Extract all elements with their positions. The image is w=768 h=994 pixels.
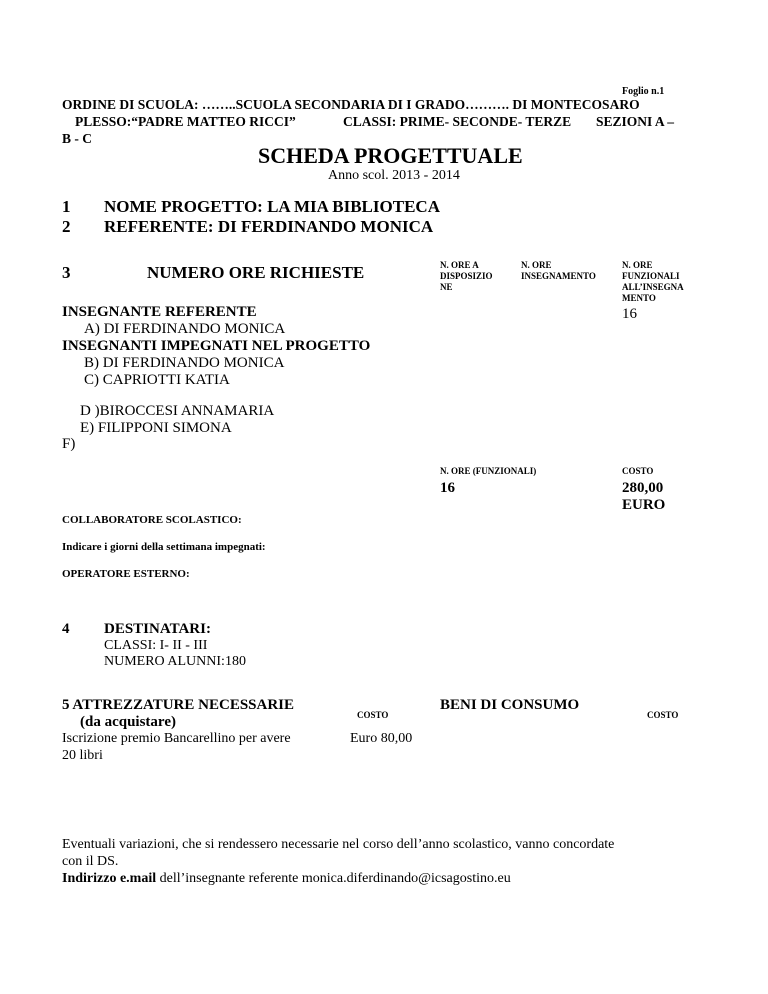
school-year: Anno scol. 2013 - 2014 — [328, 168, 460, 183]
section-4-number: 4 — [62, 621, 70, 637]
project-name: NOME PROGETTO: LA MIA BIBLIOTECA — [104, 197, 440, 216]
collaboratore-label: COLLABORATORE SCOLASTICO: — [62, 514, 242, 526]
attrezzatura-item-line-1: Iscrizione premio Bancarellino per avere — [62, 731, 291, 746]
footer-email — [62, 871, 511, 887]
section-5-subtitle: (da acquistare) — [80, 714, 176, 730]
giorni-label: Indicare i giorni della settimana impegnati: — [62, 541, 266, 553]
beni-consumo-label: BENI DI CONSUMO — [440, 697, 580, 713]
header-plesso: PLESSO:“PADRE MATTEO RICCI” — [75, 114, 296, 129]
header-line-3: B - C — [62, 131, 92, 146]
footer-note-line-2: con il DS. — [62, 854, 119, 869]
costo-value-currency: EURO — [622, 497, 666, 513]
foglio-number: Foglio n.1 — [622, 86, 665, 97]
email-text: dell’insegnante referente monica.diferdinando@icsagostino.eu — [156, 871, 511, 886]
col-funzionali-header: N. ORE FUNZIONALI ALL’INSEGNA MENTO — [622, 260, 684, 303]
col-insegnamento-header: N. ORE INSEGNAMENTO — [521, 260, 596, 281]
attrezzatura-item-line-2: 20 libri — [62, 748, 103, 763]
referente-a: A) DI FERDINANDO MONICA — [84, 321, 286, 337]
item-2-number: 2 — [62, 217, 71, 236]
section-4-title: DESTINATARI: — [104, 621, 211, 637]
page-title: SCHEDA PROGETTUALE — [258, 143, 523, 168]
destinatari-classi: CLASSI: I- II - III — [104, 638, 208, 653]
costo-value-amount: 280,00 — [622, 480, 664, 496]
header-classi: CLASSI: PRIME- SECONDE- TERZE — [343, 114, 572, 129]
operatore-label: OPERATORE ESTERNO: — [62, 568, 190, 580]
footer-note-line-1: Eventuali variazioni, che si rendessero necessarie nel corso dell’anno scolastico, vanno concordate — [62, 837, 615, 852]
section-5-title: 5 ATTREZZATURE NECESSARIE — [62, 697, 295, 713]
insegnante-d: D )BIROCCESI ANNAMARIA — [80, 403, 275, 419]
attrezzature-costo-label: COSTO — [357, 710, 389, 720]
section-3-number: 3 — [62, 263, 71, 282]
section-3-title: NUMERO ORE RICHIESTE — [147, 263, 365, 282]
destinatari-alunni: NUMERO ALUNNI:180 — [104, 654, 246, 669]
email-label: Indirizzo e.mail — [62, 871, 157, 886]
insegnante-f: F) — [62, 436, 76, 452]
header-sezioni: SEZIONI A – — [596, 114, 675, 129]
project-referent: REFERENTE: DI FERDINANDO MONICA — [104, 217, 434, 236]
funzionali-value: 16 — [622, 306, 637, 322]
insegnante-e: E) FILIPPONI SIMONA — [80, 420, 232, 436]
insegnante-c: C) CAPRIOTTI KATIA — [84, 372, 230, 388]
col-disposizione-header: N. ORE A DISPOSIZIO NE — [440, 260, 493, 292]
ore-funzionali-label: N. ORE (FUNZIONALI) — [440, 466, 537, 476]
attrezzatura-item-cost: Euro 80,00 — [350, 731, 413, 746]
insegnanti-impegnati-label: INSEGNANTI IMPEGNATI NEL PROGETTO — [62, 338, 371, 354]
costo-label: COSTO — [622, 466, 654, 476]
header-line-1: ORDINE DI SCUOLA: ……..SCUOLA SECONDARIA DI I GRADO………. DI MONTECOSARO — [62, 97, 640, 112]
insegnante-b: B) DI FERDINANDO MONICA — [84, 355, 285, 371]
ore-funzionali-value: 16 — [440, 480, 455, 496]
insegnante-referente-label: INSEGNANTE REFERENTE — [62, 304, 257, 320]
beni-costo-label: COSTO — [647, 710, 679, 720]
item-1-number: 1 — [62, 197, 71, 216]
